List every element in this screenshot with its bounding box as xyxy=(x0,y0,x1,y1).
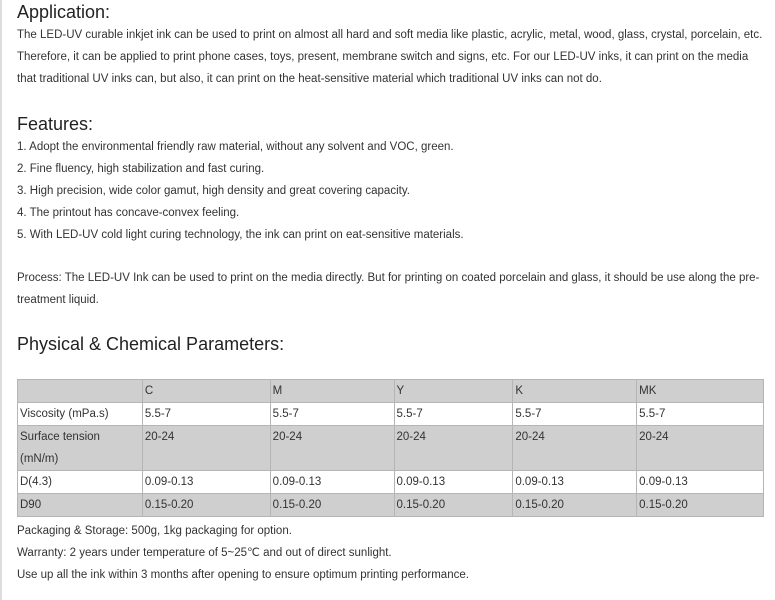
table-cell: 0.15-0.20 xyxy=(637,494,764,517)
row-label: D(4.3) xyxy=(18,471,143,494)
table-cell: 0.15-0.20 xyxy=(394,494,513,517)
table-cell: 0.15-0.20 xyxy=(142,494,270,517)
feature-item: 2. Fine fluency, high stabilization and fast curing. xyxy=(17,163,265,175)
table-cell: 20-24 xyxy=(513,426,637,471)
table-cell: 5.5-7 xyxy=(513,403,637,426)
application-heading: Application: xyxy=(17,2,111,22)
table-cell: 0.09-0.13 xyxy=(637,471,764,494)
header-cell: K xyxy=(513,380,637,403)
table-cell: 0.09-0.13 xyxy=(394,471,513,494)
table-header-row xyxy=(18,380,764,403)
table-cell: 5.5-7 xyxy=(142,403,270,426)
feature-item: 1. Adopt the environmental friendly raw material, without any solvent and VOC, green. xyxy=(17,141,454,153)
feature-item: 4. The printout has concave-convex feeling. xyxy=(17,207,240,219)
table-row xyxy=(18,494,764,517)
header-cell: C xyxy=(142,380,270,403)
table-cell: 0.09-0.13 xyxy=(513,471,637,494)
table-row xyxy=(18,426,764,471)
parameters-heading: Physical & Chemical Parameters: xyxy=(17,334,285,354)
table-cell: 0.09-0.13 xyxy=(142,471,270,494)
feature-item: 5. With LED-UV cold light curing technology, the ink can print on eat-sensitive materials. xyxy=(17,229,464,241)
table-row xyxy=(18,403,764,426)
table-cell: 0.09-0.13 xyxy=(270,471,394,494)
header-cell xyxy=(18,380,143,403)
row-label: Surface tension (mN/m) xyxy=(18,426,143,471)
parameters-table xyxy=(17,379,764,517)
warranty-note: Warranty: 2 years under temperature of 5~25℃ and out of direct sunlight. xyxy=(17,547,392,559)
features-heading: Features: xyxy=(17,114,94,134)
table-cell: 5.5-7 xyxy=(637,403,764,426)
table-cell: 20-24 xyxy=(637,426,764,471)
table-cell: 5.5-7 xyxy=(394,403,513,426)
features-list xyxy=(17,136,769,246)
header-cell: Y xyxy=(394,380,513,403)
table-cell: 5.5-7 xyxy=(270,403,394,426)
table-cell: 20-24 xyxy=(394,426,513,471)
table-cell: 20-24 xyxy=(142,426,270,471)
notes xyxy=(17,520,769,586)
table-cell: 0.15-0.20 xyxy=(270,494,394,517)
header-cell: M xyxy=(270,380,394,403)
row-label: D90 xyxy=(18,494,143,517)
table-cell: 20-24 xyxy=(270,426,394,471)
row-label: Viscosity (mPa.s) xyxy=(18,403,143,426)
usage-note: Use up all the ink within 3 months after opening to ensure optimum printing performance. xyxy=(17,569,469,581)
table-cell: 0.15-0.20 xyxy=(513,494,637,517)
application-text: The LED-UV curable inkjet ink can be used to print on almost all hard and soft media like plastic, acrylic, metal, wood, glass, crystal, porcelain, etc. Therefore, it can be applied to print phone cases, toys, present, membrane switch and signs, etc. For our LED-UV inks, it can print on the media that traditional UV inks can, but also, it can print on the heat-sensitive material which traditional UV inks can not do. xyxy=(17,29,763,85)
packaging-note: Packaging & Storage: 500g, 1kg packaging for option. xyxy=(17,525,292,537)
feature-item: 3. High precision, wide color gamut, high density and great covering capacity. xyxy=(17,185,410,197)
table-row xyxy=(18,471,764,494)
left-border xyxy=(0,0,2,600)
header-cell: MK xyxy=(637,380,764,403)
process-text: Process: The LED-UV Ink can be used to print on the media directly. But for printing on coated porcelain and glass, it should be use along the pre-treatment liquid. xyxy=(17,272,760,306)
